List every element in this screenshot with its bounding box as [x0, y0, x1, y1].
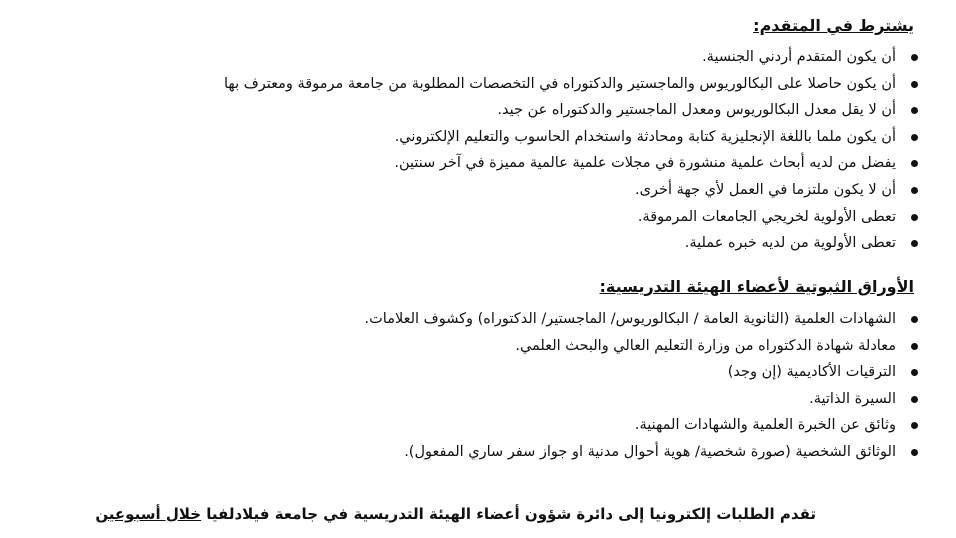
bullet-icon: [911, 107, 918, 114]
bullet-icon: [911, 422, 918, 429]
requirement-item: [224, 71, 922, 98]
requirement-text: تعطى الأولوية لخريجي الجامعات المرموقة.: [637, 208, 896, 225]
bullet-icon: [911, 449, 918, 456]
submission-note-text: تقدم الطلبات إلكترونيا إلى دائرة شؤون أعضاء الهيئة التدريسية في جامعة فيلادلفيا: [201, 505, 816, 523]
requirement-item: [224, 204, 922, 231]
documents-heading: الأوراق الثبوتية لأعضاء الهيئة التدريسية:: [599, 277, 914, 296]
requirement-text: أن لا يكون ملتزما في العمل لأي جهة أخرى.: [635, 181, 896, 198]
requirement-text: يفضل من لديه أبحاث علمية منشورة في مجلات علمية عالمية مميزة في آخر سنتين.: [394, 155, 896, 172]
document-text: وثائق عن الخبرة العلمية والشهادات المهنية.: [634, 417, 896, 434]
bullet-icon: [911, 134, 918, 141]
bullet-icon: [911, 396, 918, 403]
submission-note: [95, 505, 816, 523]
bullet-icon: [911, 369, 918, 376]
requirement-item: [224, 97, 922, 124]
bullet-icon: [911, 343, 918, 350]
document-text: الترقيات الأكاديمية (إن وجد): [727, 364, 896, 381]
requirements-list: [224, 44, 922, 257]
submission-deadline: خلال أسبوعين: [95, 505, 202, 523]
document-text: السيرة الذاتية.: [809, 390, 896, 407]
requirement-text: أن يكون حاصلا على البكالوريوس والماجستير والدكتوراه في التخصصات المطلوبة من جامعة مرموقة ومعترف بها: [223, 75, 896, 92]
document-item: [365, 306, 922, 333]
requirement-text: أن يكون ملما باللغة الإنجليزية كتابة ومحادثة واستخدام الحاسوب والتعليم الإلكتروني.: [394, 128, 896, 145]
bullet-icon: [911, 214, 918, 221]
bullet-icon: [911, 54, 918, 61]
document-item: [365, 386, 922, 413]
bullet-icon: [911, 316, 918, 323]
document-item: [365, 359, 922, 386]
document-text: معادلة شهادة الدكتوراه من وزارة التعليم العالي والبحث العلمي.: [515, 337, 896, 354]
requirement-item: [224, 177, 922, 204]
requirement-text: تعطى الأولوية من لديه خبره عملية.: [684, 235, 896, 252]
document-item: [365, 333, 922, 360]
requirement-item: [224, 44, 922, 71]
requirement-text: أن لا يقل معدل البكالوريوس ومعدل الماجستير والدكتوراه عن جيد.: [497, 102, 896, 119]
bullet-icon: [911, 187, 918, 194]
requirements-heading: يشترط في المتقدم:: [753, 16, 914, 35]
document-item: [365, 412, 922, 439]
requirement-item: [224, 124, 922, 151]
documents-list: [365, 306, 922, 466]
bullet-icon: [911, 81, 918, 88]
bullet-icon: [911, 240, 918, 247]
document-item: [365, 439, 922, 466]
bullet-icon: [911, 160, 918, 167]
document-text: الوثائق الشخصية (صورة شخصية/ هوية أحوال مدنية او جواز سفر ساري المفعول).: [404, 443, 896, 460]
requirement-item: [224, 230, 922, 257]
requirement-text: أن يكون المتقدم أردني الجنسية.: [702, 49, 896, 65]
document-text: الشهادات العلمية (الثانوية العامة / البكالوريوس/ الماجستير/ الدكتوراه) وكشوف العلامات.: [364, 311, 896, 327]
requirement-item: [224, 150, 922, 177]
